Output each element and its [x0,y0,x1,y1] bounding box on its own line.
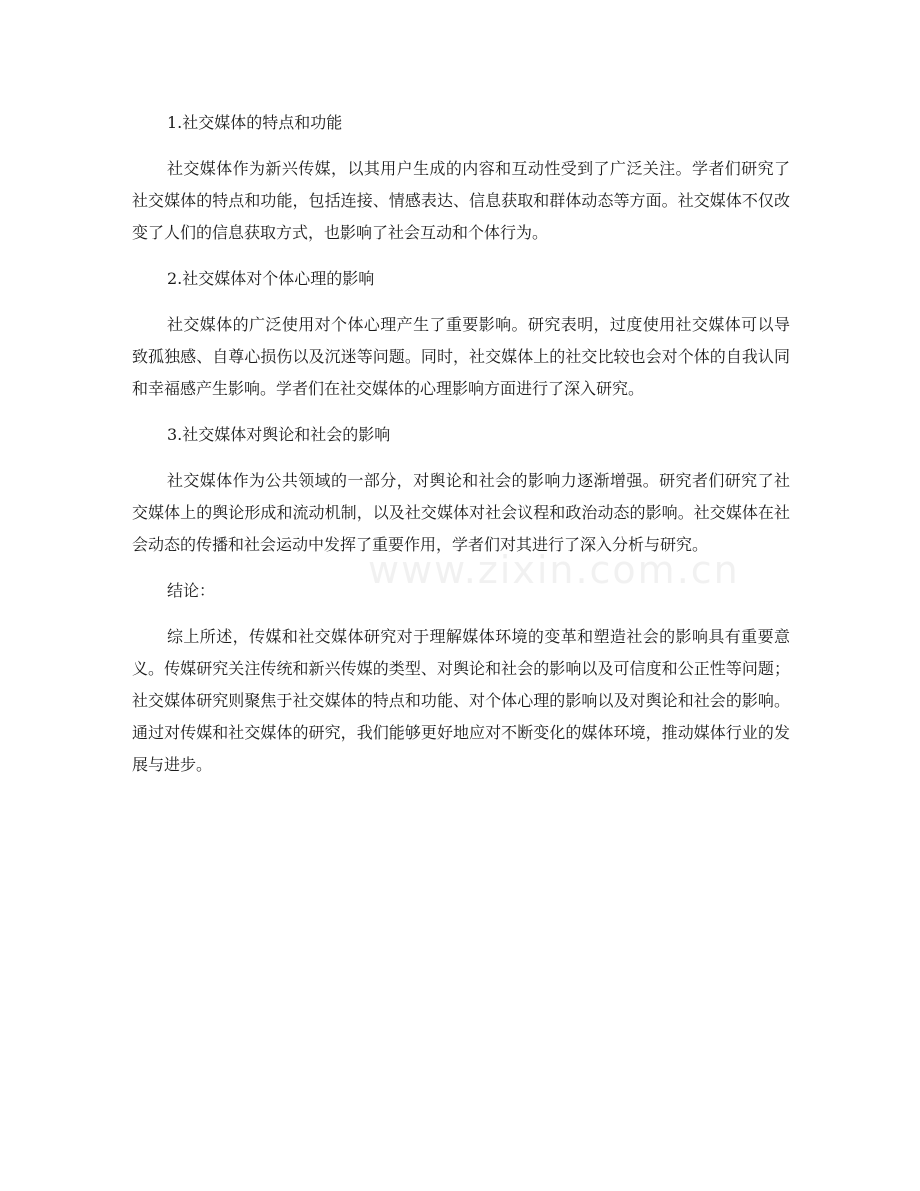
conclusion-heading: 结论： [167,581,216,600]
section-3-heading: 3.社交媒体对舆论和社会的影响 [167,425,391,444]
conclusion-paragraph: 综上所述，传媒和社交媒体研究对于理解媒体环境的变革和塑造社会的影响具有重要意义。传媒研究关注传统和新兴传媒的类型、对舆论和社会的影响以及可信度和公正性等问题；社交媒体研究则聚焦于社交媒体的特点和功能、对个体心理的影响以及对舆论和社会的影响。通过对传媒和社交媒体的研究，我们能够更好地应对不断变化的媒体环境，推动媒体行业的发展与进步。 [132,627,790,774]
section-3-paragraph: 社交媒体作为公共领域的一部分，对舆论和社会的影响力逐渐增强。研究者们研究了社交媒体上的舆论形成和流动机制，以及社交媒体对社会议程和政治动态的影响。社交媒体在社会动态的传播和社会运动中发挥了重要作用，学者们对其进行了深入分析与研究。 [132,471,790,554]
section-2-paragraph: 社交媒体的广泛使用对个体心理产生了重要影响。研究表明，过度使用社交媒体可以导致孤独感、自尊心损伤以及沉迷等问题。同时，社交媒体上的社交比较也会对个体的自我认同和幸福感产生影响。学者们在社交媒体的心理影响方面进行了深入研究。 [132,315,790,398]
document-body [132,107,790,781]
section-1-heading: 1.社交媒体的特点和功能 [167,113,343,132]
watermark: www.zixin.com.cn [368,548,740,592]
section-2-heading: 2.社交媒体对个体心理的影响 [167,269,375,288]
section-1-paragraph: 社交媒体作为新兴传媒，以其用户生成的内容和互动性受到了广泛关注。学者们研究了社交媒体的特点和功能，包括连接、情感表达、信息获取和群体动态等方面。社交媒体不仅改变了人们的信息获取方式，也影响了社会互动和个体行为。 [132,159,790,242]
